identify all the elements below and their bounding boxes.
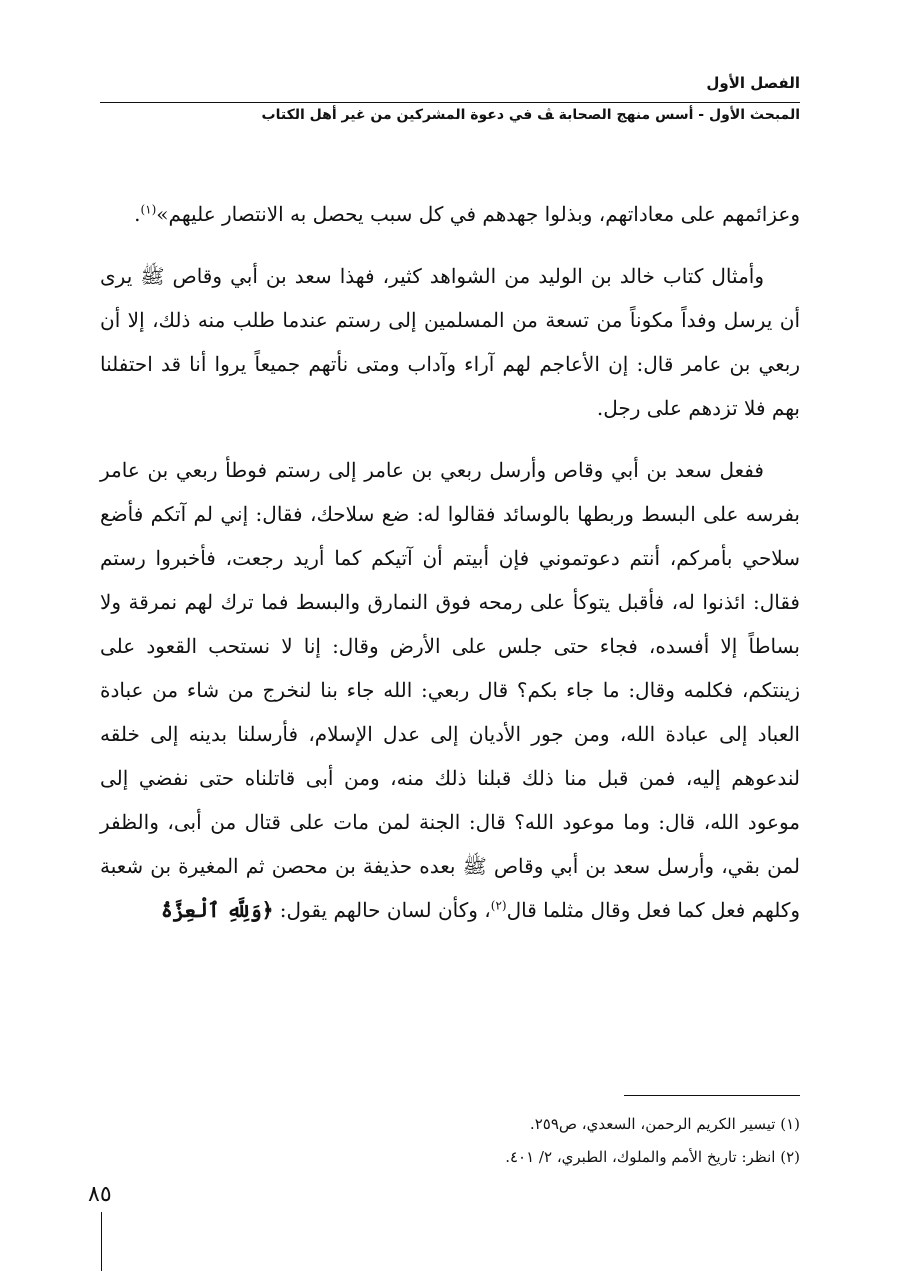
paragraph-3	[100, 448, 800, 932]
chapter-title: الفصل الأول	[706, 74, 800, 92]
page-number: ٨٥	[88, 1182, 112, 1207]
header-divider	[100, 102, 800, 103]
footnote-1: (١) تيسير الكريم الرحمن، السعدي، ص٢٥٩.	[529, 1115, 800, 1133]
paragraph-1	[100, 192, 800, 236]
paragraph-1-text: وعزائمهم على معاداتهم، وبذلوا جهدهم في كل سبب يحصل به الانتصار عليهم»	[156, 202, 800, 226]
footnote-ref-1[interactable]: (١)	[140, 202, 157, 217]
footnote-2: (٢) انظر: تاريخ الأمم والملوك، الطبري، ٢/ ٤٠١.	[505, 1148, 800, 1166]
footnote-divider	[624, 1095, 800, 1096]
paragraph-2: وأمثال كتاب خالد بن الوليد من الشواهد كثير، فهذا سعد بن أبي وقاص ﷺ يرى أن يرسل وفداً مكوناً من تسعة من المسلمين إلى رستم عندما طلب منه ذلك، إلا أن ربعي بن عامر قال: إن الأعاجم لهم آراء وآداب ومتى نأتهم جميعاً يروا أنا قد احتفلنا بهم فلا تزدهم على رجل.	[100, 264, 800, 420]
quran-verse: ﴿وَلِلَّهِ ٱلْعِزَّةُ	[161, 898, 274, 922]
paragraph-3-tail: ، وكأن لسان حالهم يقول:	[273, 898, 491, 922]
footnotes	[100, 1108, 800, 1174]
page-number-bar	[101, 1212, 102, 1271]
paragraph-1-end: .	[134, 202, 141, 226]
paragraph-3-text: ففعل سعد بن أبي وقاص وأرسل ربعي بن عامر إلى رستم فوطأ ربعي بن عامر بفرسه على البسط وربطها بالوسائد فقالوا له: ضع سلاحك، فقال: إني لم آتكم فأضع سلاحي بأمركم، أنتم دعوتموني فإن أبيتم أن آتيكم كما أريد رجعت، فأخبروا رستم فقال: ائذنوا له، فأقبل يتوكأ على رمحه فوق النمارق والبسط فما ترك لهم نمرقة ولا بساطاً إلا أفسده، فجاء حتى جلس على الأرض وقال: إنا لا نستحب القعود على زينتكم، فكلمه وقال: ما جاء بكم؟ قال ربعي: الله جاء بنا لنخرج من شاء من عبادة العباد إلى عبادة الله، ومن جور الأديان إلى عدل الإسلام، فأرسلنا بدينه إلى خلقه لندعوهم إليه، فمن قبل منا ذلك قبلنا ذلك منه، ومن أبى قاتلناه حتى نفضي إلى موعود الله، قال: وما موعود الله؟ قال: الجنة لمن مات على قتال من أبى، والظفر لمن بقي، وأرسل سعد بن أبي وقاص ﷺ بعده حذيفة بن محصن ثم المغيرة بن شعبة وكلهم فعل كما فعل وقال مثلما قال	[100, 458, 801, 922]
section-title: المبحث الأول - أسس منهج الصحابة ﭫ في دعوة المشركين من غير أهل الكتاب	[261, 107, 800, 123]
main-text	[100, 192, 800, 932]
footnote-ref-2[interactable]: (٢)	[490, 898, 507, 913]
